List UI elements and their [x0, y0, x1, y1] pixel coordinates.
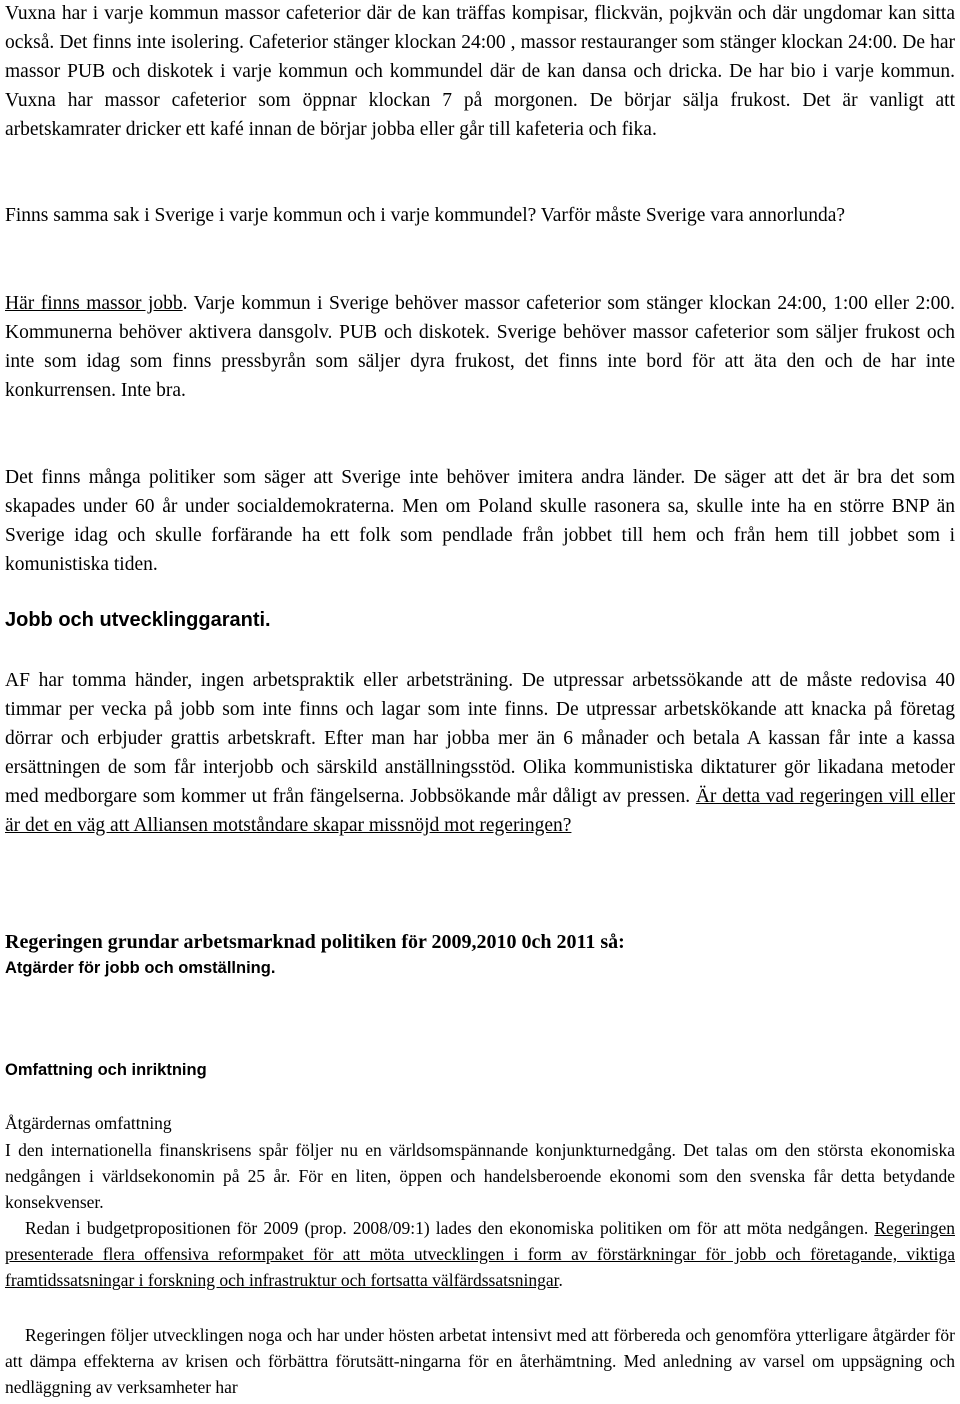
paragraph-text: . Varje kommun i Sverige behöver massor cafeterior som stänger klockan 24:00, 1:00 eller 2:00. Kommunerna behöver aktivera dansgolv. PUB och diskotek. Sverige behöver massor cafeterior som säljer frukost och inte som idag som finns pressbyrån som säljer dyra frukost, det finns inte bord för att äta den och de har inte konkurrensen. Inte bra. — [5, 293, 955, 401]
paragraph-jobb — [5, 289, 955, 405]
underlined-text: Regeringen presenterade flera offensiva reformpaket för att möta utvecklingen i form av förstärkningar för jobb och företagande, viktiga framtidssatsningar i forskning och infrastruktur och fortsatta välfärdssatsningar — [5, 1218, 955, 1290]
paragraph-cafeterior: Vuxna har i varje kommun massor cafeterior där de kan träffas kompisar, flickvän, pojkvän och där ungdomar kan sitta också. Det finns inte isolering. Cafeterior stänger klockan 24:00 , massor restauranger som stänger klockan 24:00. De har massor PUB och diskotek i varje kommun och kommundel där de kan dansa och dricka. De har bio i varje kommun. Vuxna har massor cafeterior som öppnar klockan 7 på morgonen. De börjar sälja frukost. Det är vanligt att arbetskamrater dricker ett kafé innan de börjar jobba eller går till kafeteria och fika. — [5, 3, 955, 140]
paragraph-regeringen-foljer: Regeringen följer utvecklingen noga och har under hösten arbetat intensivt med att förbereda och genomföra ytterligare åtgärder för att dämpa effekterna av krisen och förbättra förutsätt-ningarna för en återhämtning. Med anledning av varsel om uppsägning och nedläggning av verksamheter har — [5, 1325, 955, 1397]
paragraph-text: AF har tomma händer, ingen arbetspraktik eller arbetsträning. De utpressar arbetssökande att de måste redovisa 40 timmar per vecka på jobb som inte finns och lagar som inte finns. De utpressar arbetskökande att knacka på företag dörrar och erbjuder grattis arbetskraft. Efter man har jobba mer än 6 månader och betala A kassan får inte a kassa ersättningen de som får interjobb och särskild anställningsstöd. Olika kommunistiska diktaturer gör likadana metoder med medborgare som kommer ut från fängelserna. Jobbsökande mår dåligt av pressen. — [5, 670, 955, 807]
paragraph-finanskris: I den internationella finanskrisens spår följer nu en världsomspännande konjunkturnedgång. Det talas om den största ekonomiska nedgången i världsekonomin på 25 år. För en liten, öppen och handelsberoende ekonomi som den svenska får detta betydande konsekvenser. — [5, 1140, 955, 1212]
underlined-text: Här finns massor jobb — [5, 293, 183, 314]
heading-regeringen: Regeringen grundar arbetsmarknad politiken för 2009,2010 0ch 2011 så: — [5, 931, 625, 953]
paragraph-text: Redan i budgetpropositionen för 2009 (prop. 2008/09:1) lades den ekonomiska politiken om för att möta nedgången. — [25, 1218, 875, 1238]
paragraph-af — [5, 666, 955, 840]
heading-atgarder: Atgärder för jobb och omställning. — [5, 959, 276, 977]
paragraph-question-sverige: Finns samma sak i Sverige i varje kommun och i varje kommundel? Varför måste Sverige vara annorlunda? — [5, 205, 846, 226]
subheading-atgardernas-omfattning: Åtgärdernas omfattning — [5, 1113, 172, 1133]
heading-jobb-utvecklinggaranti: Jobb och utvecklinggaranti. — [5, 609, 271, 631]
paragraph-politiker: Det finns många politiker som säger att Sverige inte behöver imitera andra länder. De säger att det är bra det som skapades under 60 år under socialdemokraterna. Men om Poland skulle rasonera sa, skulle inte ha en större BNP än Sverige idag och skulle forfärande ha ett folk som pendlade från jobbet till hem och från hem till jobbet som i komunistiska tiden. — [5, 467, 955, 575]
heading-omfattning: Omfattning och inriktning — [5, 1061, 207, 1079]
underlined-question: Är detta vad regeringen vill eller är det en väg att Alliansen motståndare skapar missnöjd mot regeringen? — [5, 786, 956, 836]
paragraph-budgetproposition — [5, 1215, 955, 1293]
paragraph-text: . — [558, 1270, 563, 1290]
